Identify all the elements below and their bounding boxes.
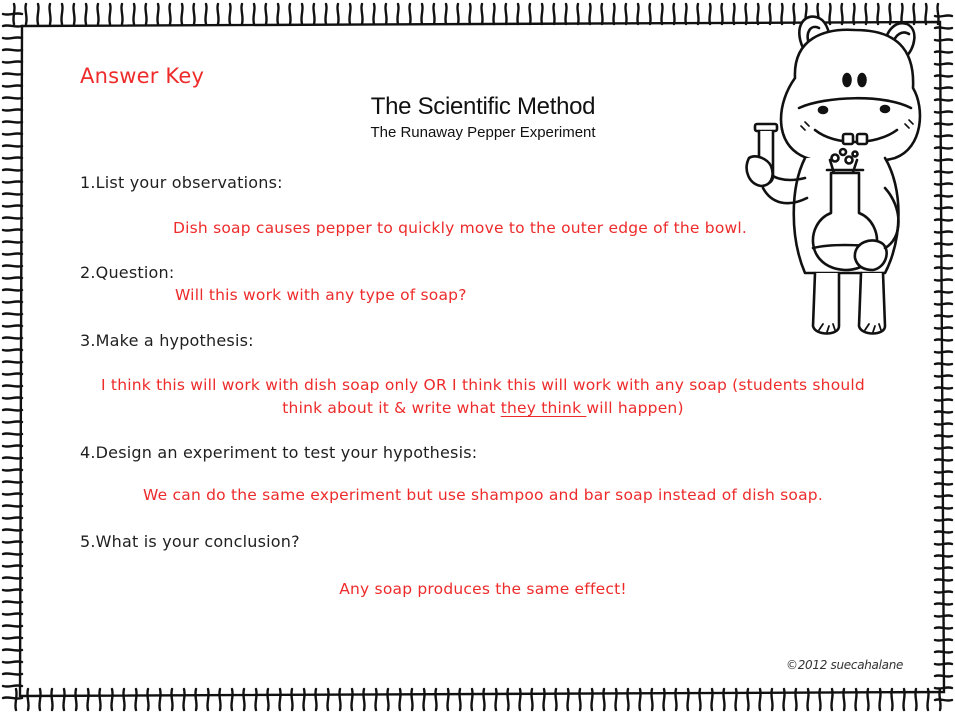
copyright-notice: ©2012 suecahalane [786,658,904,672]
page-title: The Scientific Method [370,93,596,120]
hippo-scientist-illustration [735,8,935,343]
question-1-label: 1.List your observations: [80,173,283,192]
answer-2-text: Will this work with any type of soap? [175,286,467,304]
answer-1-text: Dish soap causes pepper to quickly move to the outer edge of the bowl. [173,219,748,237]
question-5-label: 5.What is your conclusion? [80,532,300,551]
answer-3-underlined-phrase: they think [500,399,587,417]
answer-3-line-2 [0,397,955,420]
answer-3-line-1: I think this will work with dish soap only OR I think this will work with any soap (students should [101,376,865,394]
answer-5-text: Any soap produces the same effect! [339,580,627,598]
answer-3-line-2-start: think about it & write what [282,399,501,417]
answer-3-text [0,374,955,420]
page-subtitle: The Runaway Pepper Experiment [370,124,596,141]
answer-key-heading: Answer Key [80,64,205,88]
answer-3-line-2-end: will happen) [586,399,684,417]
question-2-label: 2.Question: [80,263,175,282]
answer-4-text: We can do the same experiment but use shampoo and bar soap instead of dish soap. [143,486,823,504]
question-4-label: 4.Design an experiment to test your hypothesis: [80,443,478,462]
question-3-label: 3.Make a hypothesis: [80,331,254,350]
